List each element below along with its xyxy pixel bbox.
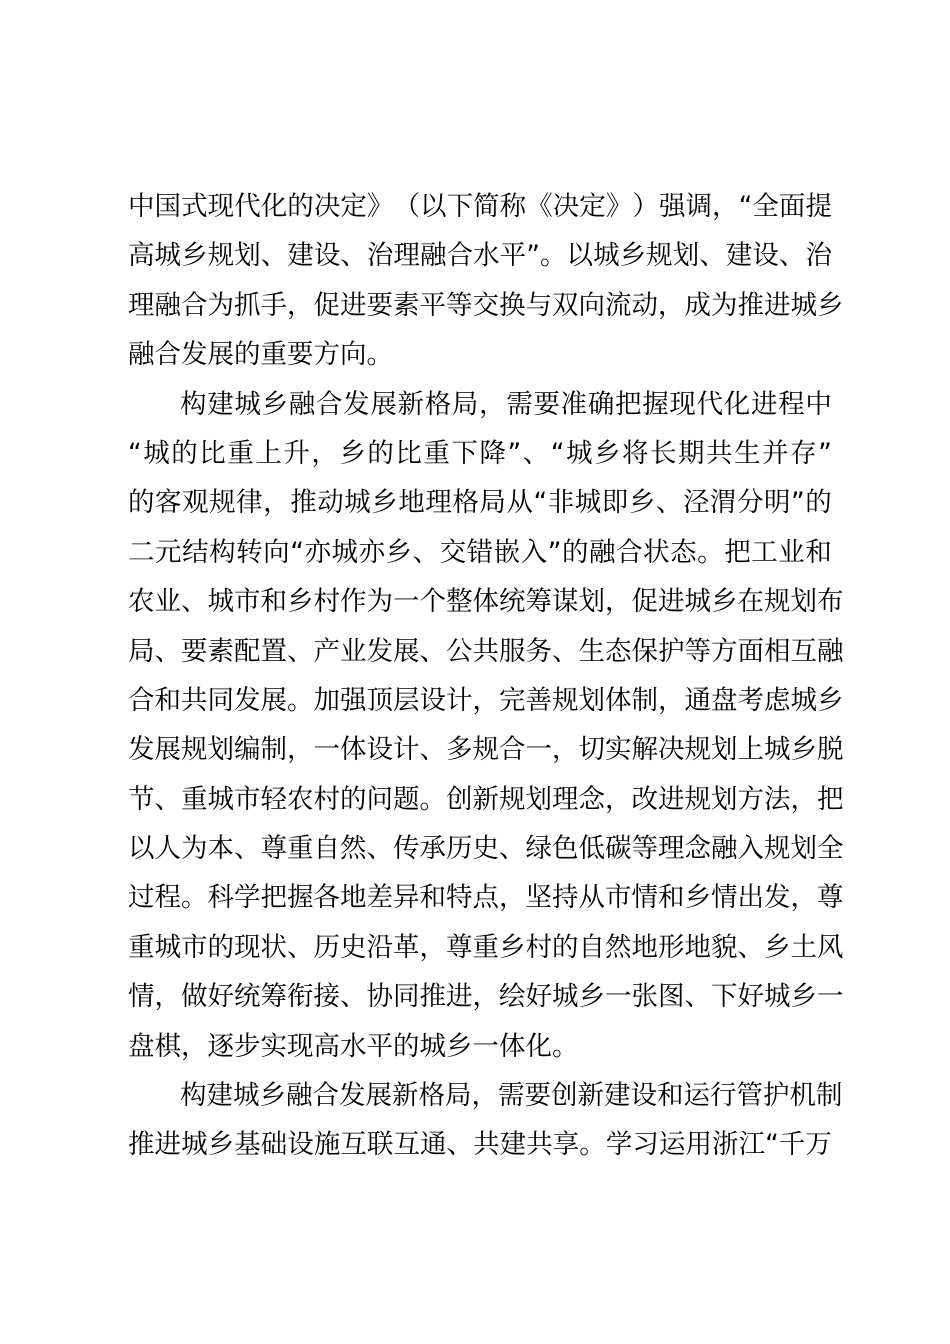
text-line: 高 城 乡 规 划 、 建 设 、 治 理 融 合 水 平 ” 。 以 城 乡 规 划 、 建 设 、 治 bbox=[128, 240, 832, 272]
text-line: 情 ， 做 好 统 筹 衔 接 、 协 同 推 进 ， 绘 好 城 乡 一 张 图 、 下 好 城 乡 一 bbox=[128, 981, 844, 1013]
text-line: 发 展 规 划 编 制 ， 一 体 设 计 、 多 规 合 一 ， 切 实 解 决 规 划 上 城 乡 脱 bbox=[128, 734, 844, 766]
text-line: 理 融 合 为 抓 手 ， 促 进 要 素 平 等 交 换 与 双 向 流 动 ， 成 为 推 进 城 乡 bbox=[128, 289, 844, 321]
text-line: 以 人 为 本 、 尊 重 自 然 、 传 承 历 史 、 绿 色 低 碳 等 理 念 融 入 规 划 全 bbox=[128, 833, 844, 865]
document-body bbox=[128, 182, 844, 1170]
text-line: “ 城 的 比 重 上 升 ， 乡 的 比 重 下 降 ” 、 “ 城 乡 将 长 期 共 生 并 存 ” bbox=[128, 437, 832, 469]
text-line: 推 进 城 乡 基 础 设 施 互 联 互 通 、 共 建 共 享 。 学 习 运 用 浙 江 “ 千 万 bbox=[128, 1129, 832, 1161]
text-line: 中 国 式 现 代 化 的 决 定 》 （ 以 下 简 称 《 决 定 》 ） 强 调 ， “ 全 面 提 bbox=[128, 191, 832, 222]
text-line: 的 客 观 规 律 ， 推 动 城 乡 地 理 格 局 从 “ 非 城 即 乡 、 泾 渭 分 明 ” 的 bbox=[128, 487, 832, 519]
text-line: 局 、 要 素 配 置 、 产 业 发 展 、 公 共 服 务 、 生 态 保 护 等 方 面 相 互 融 bbox=[128, 635, 844, 667]
text-line: 融 合 发 展 的 重 要 方 向 。 bbox=[128, 339, 393, 371]
text-line: 重 城 市 的 现 状 、 历 史 沿 革 ， 尊 重 乡 村 的 自 然 地 形 地 貌 、 乡 土 风 bbox=[128, 931, 844, 963]
text-line: 构 建 城 乡 融 合 发 展 新 格 局 ， 需 要 准 确 把 握 现 代 化 进 程 中 bbox=[180, 388, 832, 420]
text-line: 农 业 、 城 市 和 乡 村 作 为 一 个 整 体 统 筹 谋 划 ， 促 进 城 乡 在 规 划 布 bbox=[128, 586, 844, 618]
text-line: 构 建 城 乡 融 合 发 展 新 格 局 ， 需 要 创 新 建 设 和 运 行 管 护 机 制 bbox=[180, 1080, 843, 1112]
text-line: 盘 棋 ， 逐 步 实 现 高 水 平 的 城 乡 一 体 化 。 bbox=[128, 1030, 579, 1062]
text-line: 二 元 结 构 转 向 “ 亦 城 亦 乡 、 交 错 嵌 入 ” 的 融 合 状 态 。 把 工 业 和 bbox=[128, 536, 832, 568]
text-line: 合 和 共 同 发 展 。 加 强 顶 层 设 计 ， 完 善 规 划 体 制 ， 通 盘 考 虑 城 乡 bbox=[128, 684, 844, 716]
text-line: 过 程 。 科 学 把 握 各 地 差 异 和 特 点 ， 坚 持 从 市 情 和 乡 情 出 发 ， 尊 bbox=[128, 882, 844, 914]
text-line: 节 、 重 城 市 轻 农 村 的 问 题 。 创 新 规 划 理 念 ， 改 进 规 划 方 法 ， 把 bbox=[128, 783, 844, 815]
